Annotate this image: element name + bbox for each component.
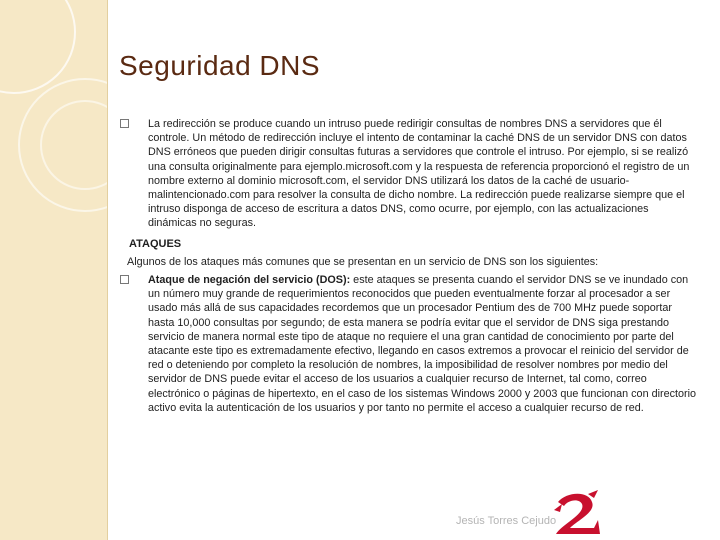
slide-content xyxy=(120,117,700,415)
bullet-dos-attack xyxy=(120,273,700,415)
dos-attack-paragraph xyxy=(148,273,700,415)
decorative-side-strip xyxy=(0,0,108,540)
bullet-redirection xyxy=(120,117,700,231)
attacks-intro: Algunos de los ataques más comunes que se presentan en un servicio de DNS son los siguientes: xyxy=(127,255,599,268)
strip-edge xyxy=(107,0,108,540)
redirection-paragraph: La redirección se produce cuando un intruso puede redirigir consultas de nombres DNS a servidores que él controle. Un método de redirección incluye el intento de contaminar la caché DNS de un servidor DNS con datos DNS erróneos que pueden dirigir consultas futuras a servidores que controle el intruso. Por ejemplo, si se realizó una consulta originalmente para ejemplo.microsoft.com y la respuesta de referencia proporcionó el registro de un nombre externo al dominio microsoft.com, el servidor DNS utilizará los datos de la caché de usuario-malintencionado.com para resolver la consulta de dicho nombre. La redirección puede realizarse siempre que el intruso disponga de acceso de escritura a datos DNS, como ocurre, por ejemplo, con las actualizaciones dinámicas no seguras. xyxy=(148,118,690,230)
bullet-box-icon xyxy=(120,275,129,284)
dos-attack-text: este ataques se presenta cuando el servidor DNS se ve inundado con un número muy grande de requerimientos reconocidos que pueden eventualmente forzar al procesador a ser usado más allá de sus capacidades recordemos que un procesador Pentium des de 700 MHz puede soportar hasta 10,000 consultas por segundo; de esta manera se podría evitar que el servidor de DNS siga prestando servicio de manera normal este tipo de ataque no requiere el una gran cantidad de conocimiento por parte del atacante este tipo es extremadamente efectivo, llegando en casos extremos a provocar el reinicio del servidor de red o deteniendo por completo la resolución de nombres, la imposibilidad de resolver nombres por medio del servidor de DNS puede evitar el acceso de los usuarios a cualquier recurso de Internet, tal como, correo electrónico o páginas de hipertexto, en el caso de los sistemas Windows 2000 y 2003 que funcionan con directorio activo evita la autenticación de los usuarios y por tanto no permite el acceso a cualquier recurso de red. xyxy=(148,274,696,414)
dos-attack-term: Ataque de negación del servicio (DOS): xyxy=(148,274,351,287)
slide-title: Seguridad DNS xyxy=(119,50,321,81)
dragon-logo-icon xyxy=(548,490,604,538)
bullet-box-icon xyxy=(120,119,129,128)
footer-author: Jesús Torres Cejudo xyxy=(456,515,557,527)
attacks-heading: ATAQUES xyxy=(129,237,182,250)
